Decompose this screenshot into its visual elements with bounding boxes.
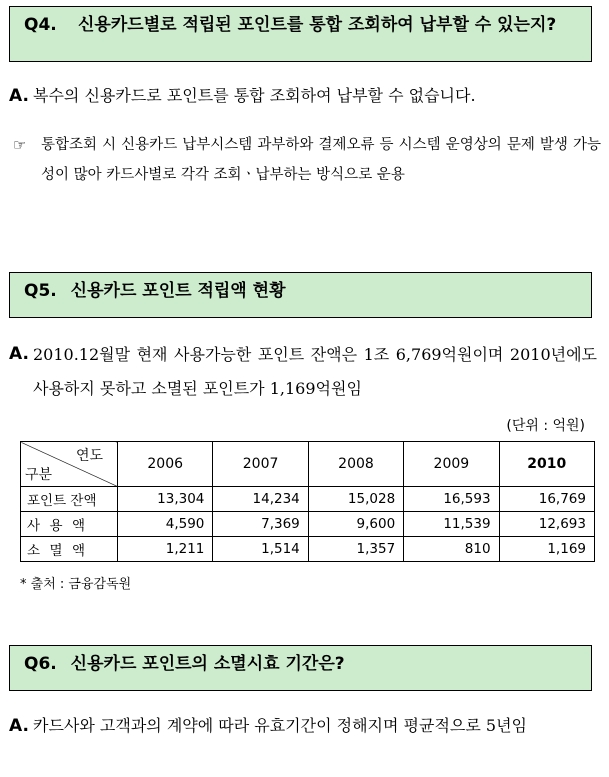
table-row bbox=[21, 512, 595, 537]
row-label: 포인트 잔액 bbox=[21, 487, 118, 512]
table-cell: 810 bbox=[404, 537, 499, 562]
table-cell: 1,211 bbox=[118, 537, 213, 562]
table-cell: 16,769 bbox=[499, 487, 594, 512]
table-row bbox=[21, 537, 595, 562]
year-header: 2009 bbox=[404, 442, 499, 487]
table-cell: 15,028 bbox=[308, 487, 403, 512]
q4-note-text: 통합조회 시 신용카드 납부시스템 과부하와 결제오류 등 시스템 운영상의 문제 발생 가능성이 많아 카드사별로 각각 조회ㆍ납부하는 방식으로 운용 bbox=[41, 137, 601, 183]
table-cell: 9,600 bbox=[308, 512, 403, 537]
table-cell: 4,590 bbox=[118, 512, 213, 537]
table-cell: 7,369 bbox=[213, 512, 308, 537]
table-cell: 1,514 bbox=[213, 537, 308, 562]
q6-question: 신용카드 포인트의 소멸시효 기간은? bbox=[70, 654, 345, 674]
q4-question-box bbox=[9, 6, 592, 62]
q6-answer-text: 카드사와 고객과의 계약에 따라 유효기간이 정해지며 평균적으로 5년임 bbox=[33, 716, 528, 735]
q6-number: Q6. bbox=[24, 654, 57, 674]
table-cell: 11,539 bbox=[404, 512, 499, 537]
q5-question-box bbox=[9, 272, 592, 318]
table-cell: 12,693 bbox=[499, 512, 594, 537]
q5-number: Q5. bbox=[24, 281, 57, 301]
q4-answer bbox=[9, 80, 597, 112]
row-label: 소멸액 bbox=[21, 537, 118, 562]
year-header: 2010 bbox=[499, 442, 594, 487]
q6-answer bbox=[9, 710, 597, 742]
row-label: 사용액 bbox=[21, 512, 118, 537]
q5-question: 신용카드 포인트 적립액 현황 bbox=[70, 281, 286, 301]
header-year-label: 연도 bbox=[75, 448, 103, 464]
table-corner-cell bbox=[21, 442, 118, 487]
q5-answer-label: A. bbox=[9, 344, 29, 364]
q6-question-box bbox=[9, 645, 592, 691]
q4-question: 신용카드별로 적립된 포인트를 통합 조회하여 납부할 수 있는지? bbox=[78, 15, 557, 35]
points-table bbox=[20, 441, 595, 562]
q5-answer bbox=[9, 338, 597, 406]
q5-answer-text: 2010.12월말 현재 사용가능한 포인트 잔액은 1조 6,769억원이며 2010년에도 사용하지 못하고 소멸된 포인트가 1,169억원임 bbox=[33, 345, 597, 398]
table-header-row bbox=[21, 442, 595, 487]
header-category-label: 구분 bbox=[25, 467, 53, 483]
year-header: 2007 bbox=[213, 442, 308, 487]
source-note: * 출처 : 금융감독원 bbox=[20, 577, 132, 592]
q4-answer-label: A. bbox=[9, 86, 29, 106]
year-header: 2008 bbox=[308, 442, 403, 487]
table-row bbox=[21, 487, 595, 512]
table-cell: 1,357 bbox=[308, 537, 403, 562]
table-cell: 1,169 bbox=[499, 537, 594, 562]
unit-label: (단위 : 억원) bbox=[506, 418, 585, 434]
table-cell: 14,234 bbox=[213, 487, 308, 512]
table-cell: 16,593 bbox=[404, 487, 499, 512]
year-header: 2006 bbox=[118, 442, 213, 487]
q4-note bbox=[13, 130, 601, 190]
q4-answer-text: 복수의 신용카드로 포인트를 통합 조회하여 납부할 수 없습니다. bbox=[33, 86, 476, 105]
q4-number: Q4. bbox=[24, 15, 57, 35]
table-cell: 13,304 bbox=[118, 487, 213, 512]
q6-answer-label: A. bbox=[9, 716, 29, 736]
pointing-hand-icon: ☞ bbox=[13, 136, 27, 154]
